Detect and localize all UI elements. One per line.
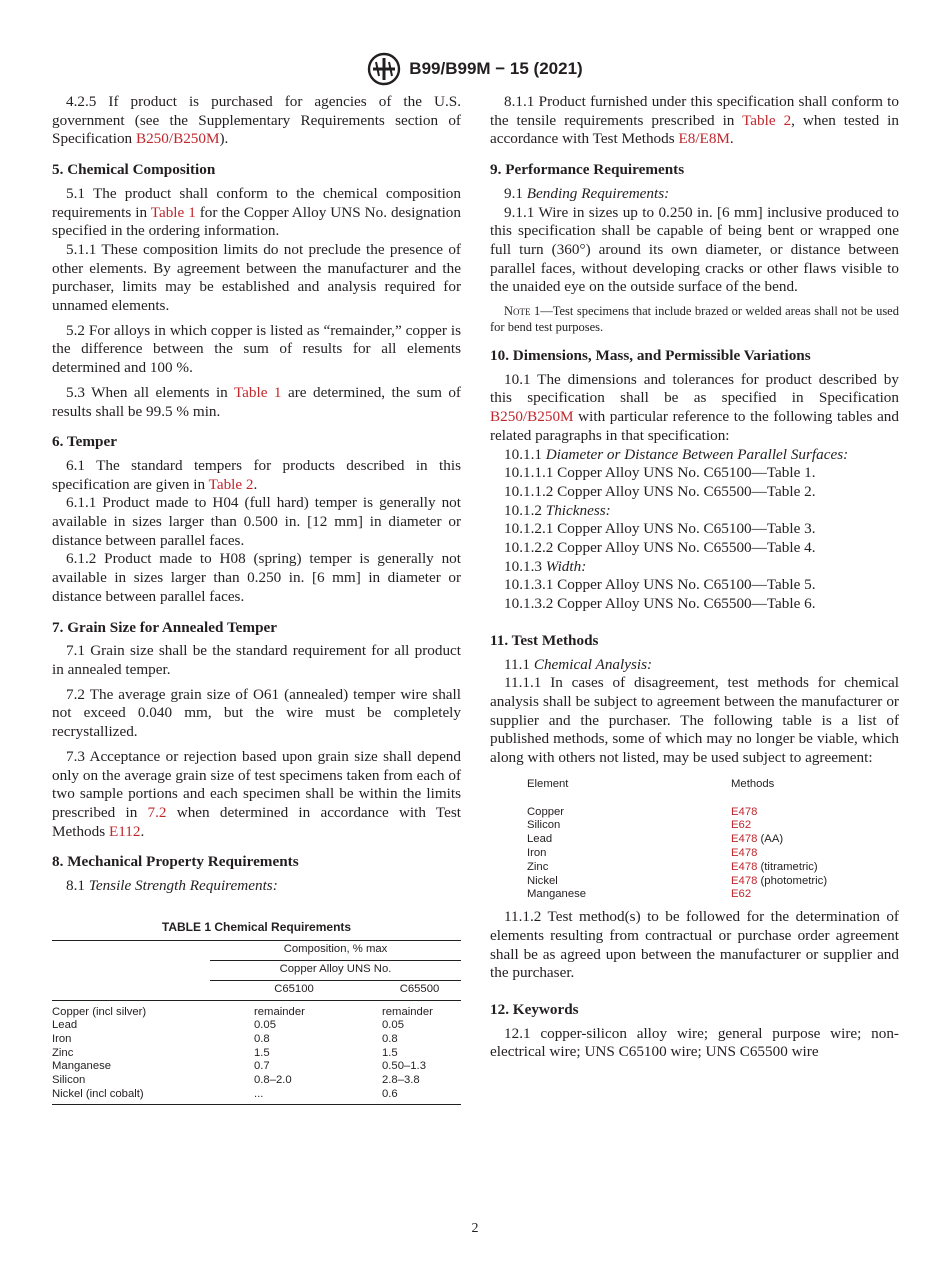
table-row: Nickel (incl cobalt) ... 0.6	[52, 1088, 461, 1105]
table-row: Nickel E478 (photometric)	[527, 874, 828, 887]
paragraph-5-3: 5.3 When all elements in Table 1 are determined, the sum of results shall be 99.5 % min.	[52, 383, 461, 420]
standard-designation: B99/B99M − 15 (2021)	[409, 59, 583, 78]
test-methods-table	[527, 778, 827, 902]
astm-logo-icon	[367, 52, 401, 86]
link-b250[interactable]: B250/B250M	[135, 130, 220, 148]
section-6-heading: 6. Temper	[52, 433, 117, 451]
link-table-2[interactable]: Table 2	[208, 475, 254, 493]
paragraph-5-1: 5.1 The product shall conform to the chemical composition requirements in Table 1 for the Copper Alloy UNS No. designation specified in the ordering information.	[52, 184, 461, 240]
paragraph-12-1: 12.1 copper-silicon alloy wire; general purpose wire; non-electrical wire; UNS C65100 wire; UNS C65500 wire	[490, 1024, 899, 1061]
link-e478[interactable]: E478	[731, 805, 758, 818]
list-item: 10.1.1 Diameter or Distance Between Parallel Surfaces:	[504, 445, 849, 463]
link-e478[interactable]: E478	[731, 833, 758, 846]
list-item: 10.1.2.1 Copper Alloy UNS No. C65100—Table 3.	[504, 520, 816, 538]
paragraph-11-1-1: 11.1.1 In cases of disagreement, test methods for chemical analysis shall be subject to agreement between the manufacturer or supplier and the purchaser. The following table is a list of published methods, some of which may no longer be viable, which along with others not listed, may be used subject to agreement:	[490, 674, 899, 767]
link-e62[interactable]: E62	[731, 888, 752, 901]
methods-header-methods: Methods	[731, 777, 775, 790]
link-table-2[interactable]: Table 2	[742, 111, 792, 129]
section-7-heading: 7. Grain Size for Annealed Temper	[52, 618, 277, 636]
page-header	[0, 52, 950, 86]
table-row: Copper (incl silver) remainder remainder	[52, 1005, 433, 1018]
list-item: 10.1.3.1 Copper Alloy UNS No. C65100—Table 5.	[504, 576, 816, 594]
paragraph-7-3: 7.3 Acceptance or rejection based upon grain size shall depend only on the average grain size of test specimens taken from each of two sample portions and each specimen shall be within the limits prescribed in 7.2 when determined in accordance with Test Methods E112.	[52, 747, 462, 840]
left-column	[52, 93, 461, 1105]
paragraph-11-1: 11.1 Chemical Analysis:	[504, 655, 653, 673]
table-row: Copper E478	[527, 805, 758, 818]
paragraph-8-1-1: 8.1.1 Product furnished under this specification shall conform to the tensile requirements prescribed in Table 2, when tested in accordance with Test Methods E8/E8M.	[490, 93, 899, 148]
table-row: Zinc 1.5 1.5	[52, 1046, 398, 1059]
table-row: Iron 0.8 0.8	[52, 1032, 398, 1045]
link-table-1[interactable]: Table 1	[150, 203, 196, 221]
paragraph-5-2: 5.2 For alloys in which copper is listed as “remainder,” copper is the difference between the sum of results for all elements determined and 100 %.	[52, 321, 461, 377]
link-b250[interactable]: B250/B250M	[490, 408, 574, 426]
table-row: Iron E478	[527, 846, 758, 859]
paragraph-11-1-2: 11.1.2 Test method(s) to be followed for the determination of elements resulting from contractual or purchase order agreement shall be as agreed upon between the manufacturer or supplier and the purchaser.	[490, 908, 899, 982]
link-e478[interactable]: E478	[731, 874, 758, 887]
link-7-2[interactable]: 7.2	[147, 803, 167, 821]
section-5-heading: 5. Chemical Composition	[52, 161, 216, 179]
page-number: 2	[471, 1221, 479, 1236]
link-e8-e8m[interactable]: E8/E8M	[678, 130, 730, 148]
table-row: Manganese 0.7 0.50–1.3	[52, 1060, 426, 1073]
methods-header-element: Element	[527, 777, 569, 790]
list-item: 10.1.2 Thickness:	[504, 501, 611, 519]
paragraph-6-1: 6.1 The standard tempers for products described in this specification are given in Table 2.	[52, 456, 461, 493]
list-item: 10.1.3.2 Copper Alloy UNS No. C65500—Table 6.	[504, 595, 816, 613]
table-row: Zinc E478 (titrametric)	[527, 860, 818, 873]
paragraph-7-1: 7.1 Grain size shall be the standard requirement for all product in annealed temper.	[52, 642, 461, 678]
paragraph-4-2-5: 4.2.5 If product is purchased for agencies of the U.S. government (see the Supplementary Requirements section of Specification B250/B250M).	[52, 93, 461, 148]
paragraph-9-1: 9.1 Bending Requirements:	[504, 184, 670, 202]
link-e62[interactable]: E62	[731, 819, 752, 832]
table-row: Silicon E62	[527, 819, 752, 832]
link-table-1[interactable]: Table 1	[233, 383, 282, 401]
paragraph-8-1: 8.1 Tensile Strength Requirements:	[66, 877, 278, 895]
section-12-heading: 12. Keywords	[490, 1000, 579, 1018]
paragraph-10-1: 10.1 The dimensions and tolerances for product described by this specification shall be as specified in Specification B250/B250M with particular reference to the following tables and related paragraphs in that specification:	[490, 370, 899, 444]
table-title: TABLE 1 Chemical Requirements	[161, 919, 352, 934]
table-row: Lead 0.05 0.05	[52, 1019, 404, 1032]
chemical-requirements-table	[52, 918, 461, 1106]
section-9-heading: 9. Performance Requirements	[490, 161, 685, 179]
list-item: 10.1.2.2 Copper Alloy UNS No. C65500—Table 4.	[504, 539, 816, 557]
link-e478[interactable]: E478	[731, 860, 758, 873]
paragraph-6-1-2: 6.1.2 Product made to H08 (spring) temper is generally not available in sizes larger than 0.250 in. [6 mm] in diameter or distance between parallel faces.	[52, 550, 461, 605]
table-row: Manganese E62	[527, 888, 752, 901]
paragraph-9-1-1: 9.1.1 Wire in sizes up to 0.250 in. [6 mm] inclusive produced to this specification shall be capable of being bent or wrapped one full turn (360°) around its own diameter, or distance between parallel faces, without developing cracks or other flaws visible to the unaided eye on the outside surface of the bend.	[490, 203, 899, 296]
list-item: 10.1.1.1 Copper Alloy UNS No. C65100—Table 1.	[504, 464, 816, 482]
paragraph-5-1-1: 5.1.1 These composition limits do not preclude the presence of other elements. By agreement between the manufacturer and the purchaser, limits may be established and analysis required for unnamed elements.	[52, 240, 461, 315]
table-header-c65100: C65100	[210, 980, 378, 1000]
table-header-composition: Composition, % max	[210, 941, 461, 961]
right-column	[490, 93, 899, 1062]
paragraph-7-2: 7.2 The average grain size of O61 (annealed) temper wire shall not exceed 0.040 mm, but the wire must be completely recrystallized.	[52, 685, 461, 741]
section-8-heading: 8. Mechanical Property Requirements	[52, 853, 299, 871]
section-11-heading: 11. Test Methods	[490, 631, 599, 649]
table-header-alloy: Copper Alloy UNS No.	[210, 961, 461, 981]
list-item: 10.1.3 Width:	[504, 557, 587, 575]
note-1: Note 1—Test specimens that include brazed or welded areas shall not be used for bend test purposes.	[490, 304, 899, 335]
link-e112[interactable]: E112	[108, 822, 141, 840]
table-header-c65500: C65500	[378, 980, 461, 1000]
list-item: 10.1.1.2 Copper Alloy UNS No. C65500—Table 2.	[504, 482, 816, 500]
link-e478[interactable]: E478	[731, 846, 758, 859]
table-row: Lead E478 (AA)	[527, 833, 784, 846]
paragraph-6-1-1: 6.1.1 Product made to H04 (full hard) temper is generally not available in sizes larger than 0.500 in. [12 mm] in diameter or distance between parallel faces.	[52, 494, 461, 549]
table-row: Silicon 0.8–2.0 2.8–3.8	[52, 1074, 420, 1087]
section-10-heading: 10. Dimensions, Mass, and Permissible Variations	[490, 347, 811, 365]
